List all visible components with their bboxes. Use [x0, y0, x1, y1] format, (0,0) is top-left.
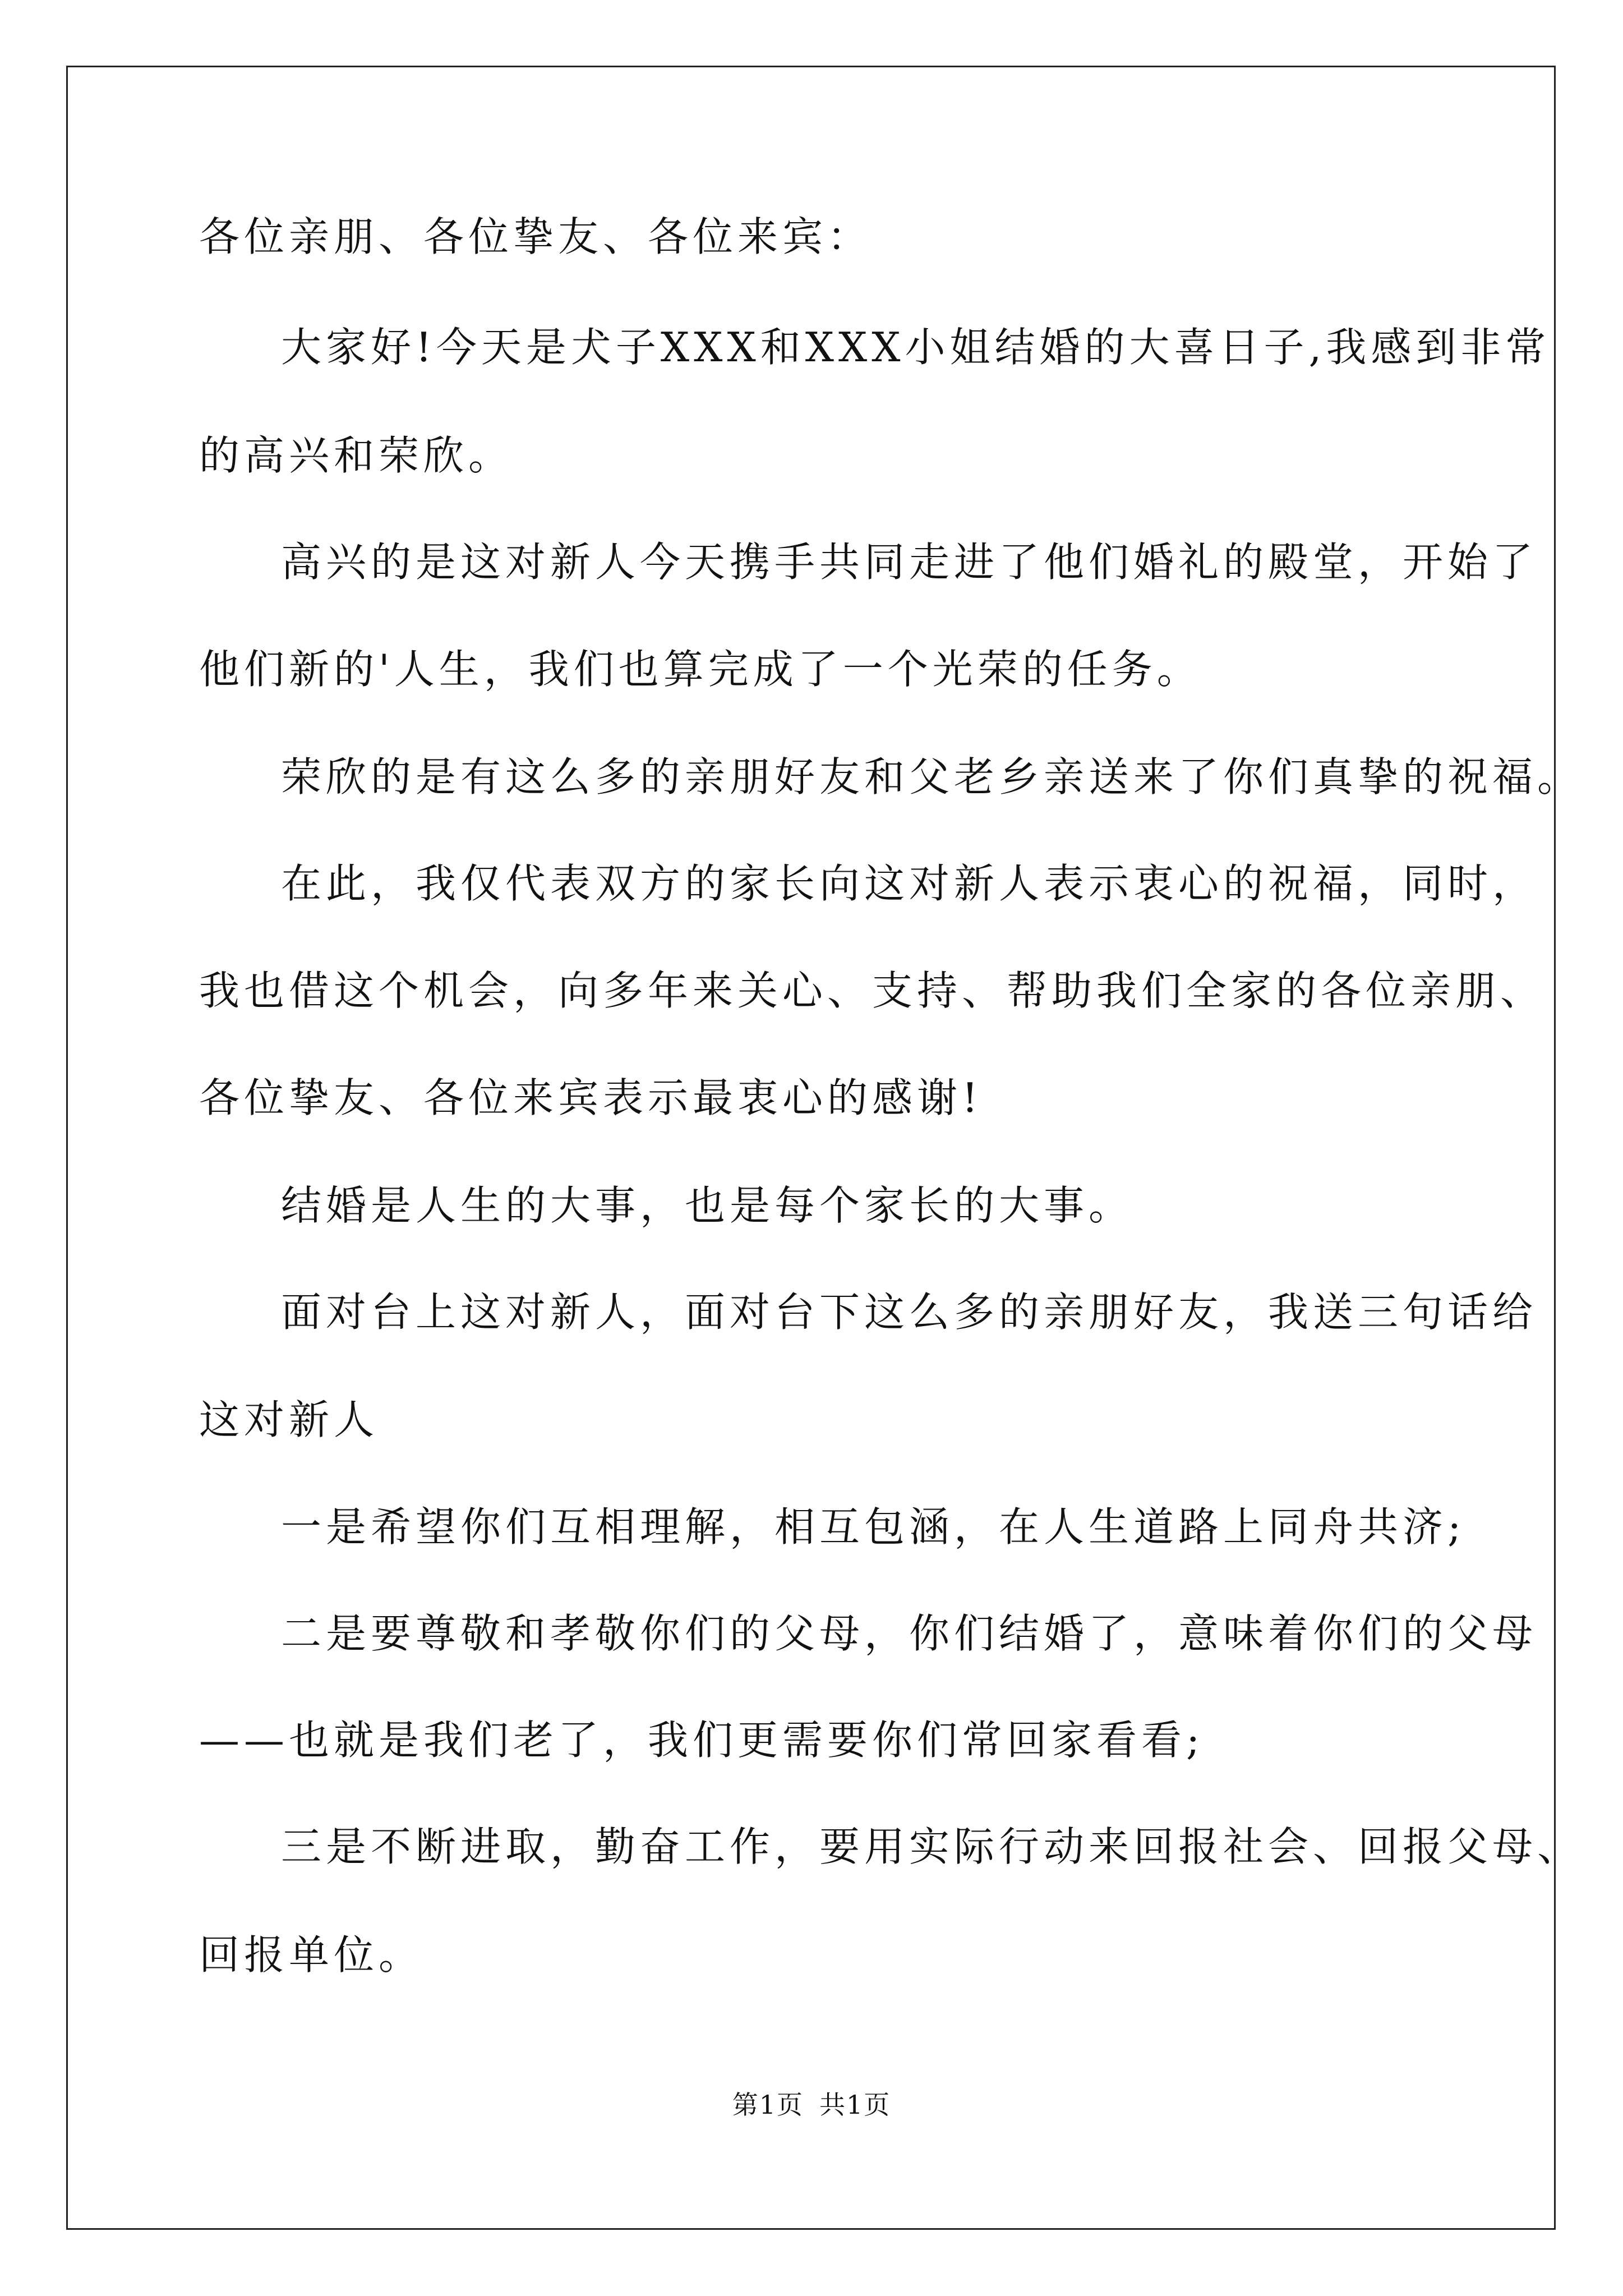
paragraph-line: 他们新的'人生，我们也算完成了一个光荣的任务。 — [199, 646, 1202, 693]
paragraph-line: ——也就是我们老了，我们更需要你们常回家看看; — [199, 1717, 1205, 1764]
page-number-total: 共1页 — [819, 2090, 891, 2120]
paragraph-line: 二是要尊敬和孝敬你们的父母，你们结婚了，意味着你们的父母 — [281, 1610, 1538, 1657]
paragraph-line: 三是不断进取，勤奋工作，要用实际行动来回报社会、回报父母、 — [281, 1823, 1583, 1870]
paragraph-line: 高兴的是这对新人今天携手共同走进了他们婚礼的殿堂，开始了 — [281, 539, 1538, 586]
paragraph-line: 这对新人 — [199, 1396, 379, 1443]
page-footer — [0, 2088, 1623, 2122]
page-border — [66, 66, 1556, 2230]
salutation-line: 各位亲朋、各位挚友、各位来宾： — [199, 213, 873, 260]
paragraph-line: 大家好!今天是犬子XXX和XXX小姐结婚的大喜日子,我感到非常 — [281, 324, 1551, 371]
paragraph-line: 结婚是人生的大事，也是每个家长的大事。 — [281, 1182, 1134, 1229]
paragraph-line: 各位挚友、各位来宾表示最衷心的感谢! — [199, 1074, 983, 1121]
paragraph-line: 的高兴和荣欣。 — [199, 432, 514, 479]
paragraph-line: 我也借这个机会，向多年来关心、支持、帮助我们全家的各位亲朋、 — [199, 967, 1546, 1014]
paragraph-line: 在此，我仅代表双方的家长向这对新人表示衷心的祝福，同时， — [281, 860, 1538, 907]
paragraph-line: 一是希望你们互相理解，相互包涵，在人生道路上同舟共济; — [281, 1503, 1466, 1550]
page-number-current: 第1页 — [732, 2090, 804, 2120]
paragraph-line: 面对台上这对新人，面对台下这么多的亲朋好友，我送三句话给 — [281, 1289, 1538, 1336]
paragraph-line: 荣欣的是有这么多的亲朋好友和父老乡亲送来了你们真挚的祝福。 — [281, 753, 1583, 800]
paragraph-line: 回报单位。 — [199, 1931, 424, 1978]
